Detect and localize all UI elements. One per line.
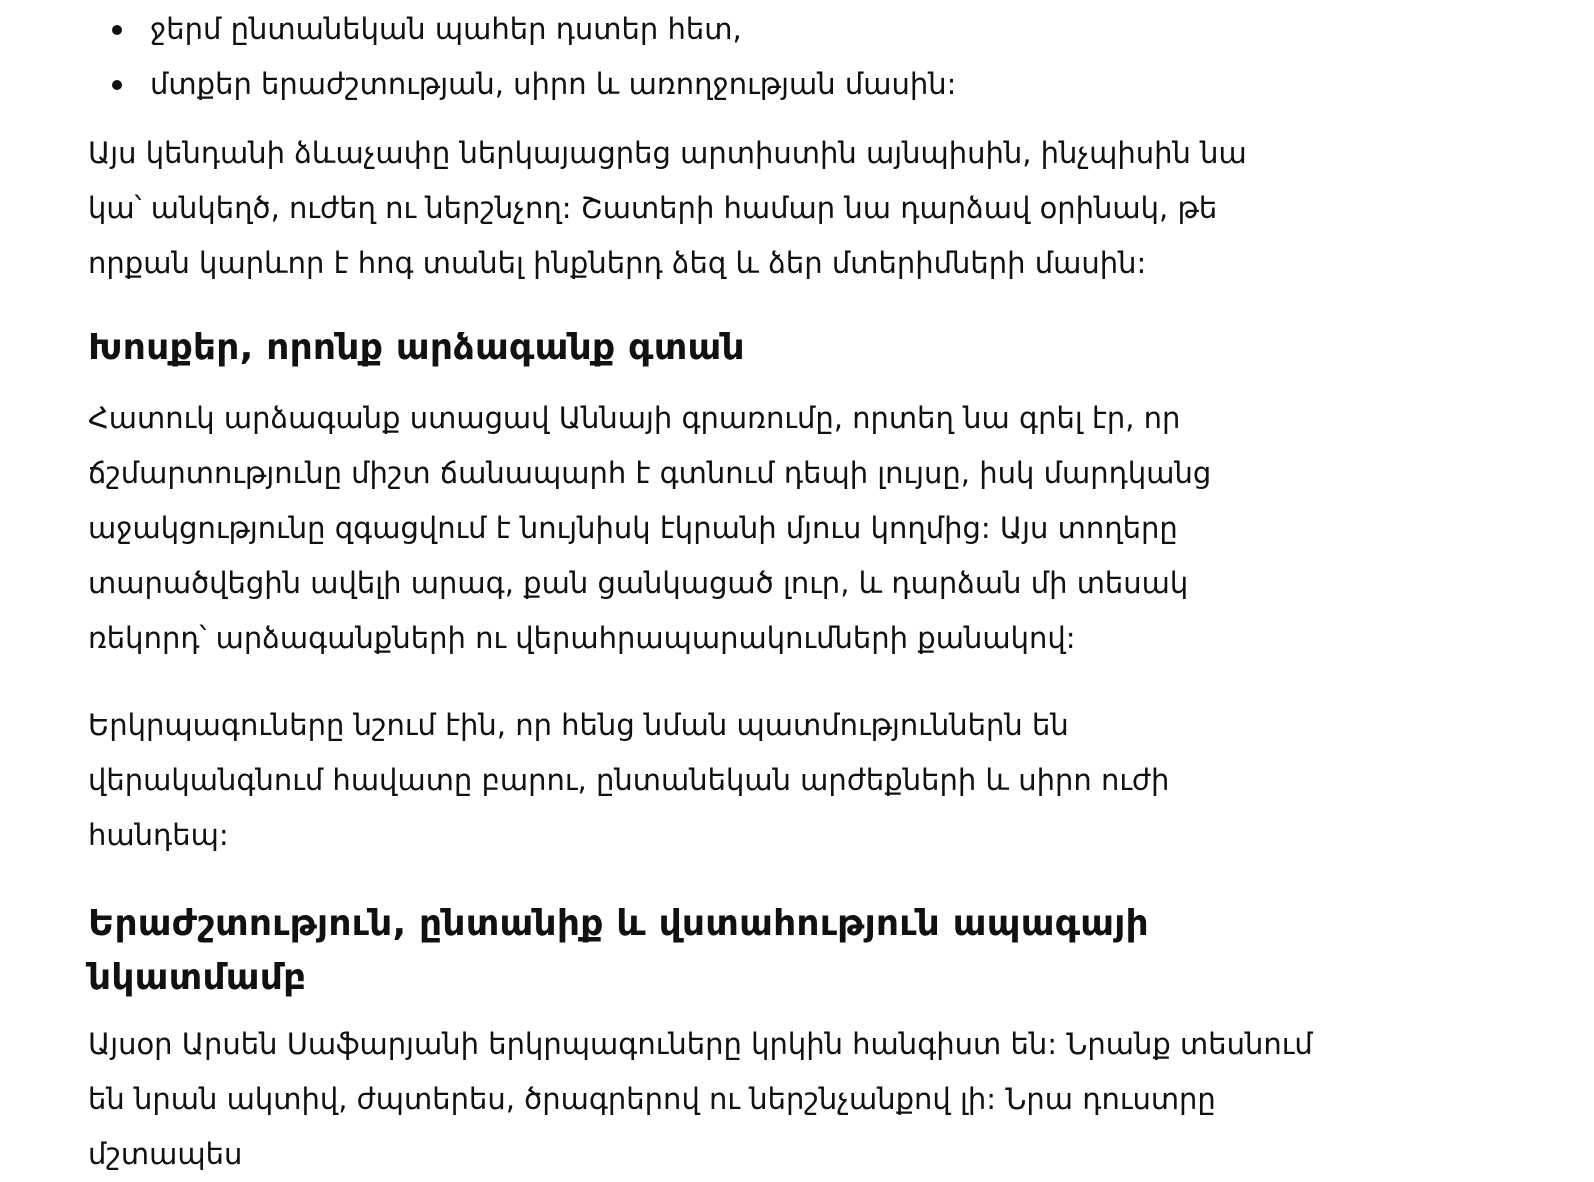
- bullet-dot-icon: [112, 25, 122, 35]
- list-item: [88, 57, 1348, 112]
- paragraph: Երկրպագուները նշում էին, որ հենց նման պատմություններն են վերականգնում հավատը բարու, ընտանեկան արժեքների և սիրո ուժի հանդեպ:: [88, 708, 1170, 852]
- article-body: [88, 0, 1348, 1182]
- section-heading: Խոսքեր, որոնք արձագանք գտան: [88, 327, 745, 368]
- section-heading: Երաժշտություն, ընտանիք և վստահություն ապագայի նկատմամբ: [88, 903, 1149, 998]
- bullet-list: [88, 2, 1348, 112]
- paragraph: Այս կենդանի ձևաչափը ներկայացրեց արտիստին այնպիսին, ինչպիսին նա կա՝ անկեղծ, ուժեղ ու ներշնչող: Շատերի համար նա դարձավ օրինակ, թե որքան կարևոր է հոգ տանել ինքներդ ձեզ և ձեր մտերիմների մասին:: [88, 136, 1247, 280]
- paragraph: Հատուկ արձագանք ստացավ Աննայի գրառումը, որտեղ նա գրել էր, որ ճշմարտությունը միշտ ճանապարհ է գտնում դեպի լույսը, իսկ մարդկանց աջակցությունը զգացվում է նույնիսկ էկրանի մյուս կողմից: Այս տողերը տարածվեցին ավելի արագ, քան ցանկացած լուր, և դարձան մի տեսակ ռեկորդ՝ արձագանքների ու վերահրապարակումների քանակով:: [88, 401, 1212, 655]
- bullet-dot-icon: [112, 80, 122, 90]
- paragraph: Այսօր Արսեն Սաֆարյանի երկրպագուները կրկին հանգիստ են: Նրանք տեսնում են նրան ակտիվ, ժպտերես, ծրագրերով ու ներշնչանքով լի: Նրա դուստրը մշտապես: [88, 1027, 1313, 1171]
- list-item: [88, 2, 1348, 57]
- list-item-text: մտքեր երաժշտության, սիրո և առողջության մասին:: [150, 67, 957, 101]
- list-item-text: ջերմ ընտանեկան պահեր դստեր հետ,: [150, 12, 742, 46]
